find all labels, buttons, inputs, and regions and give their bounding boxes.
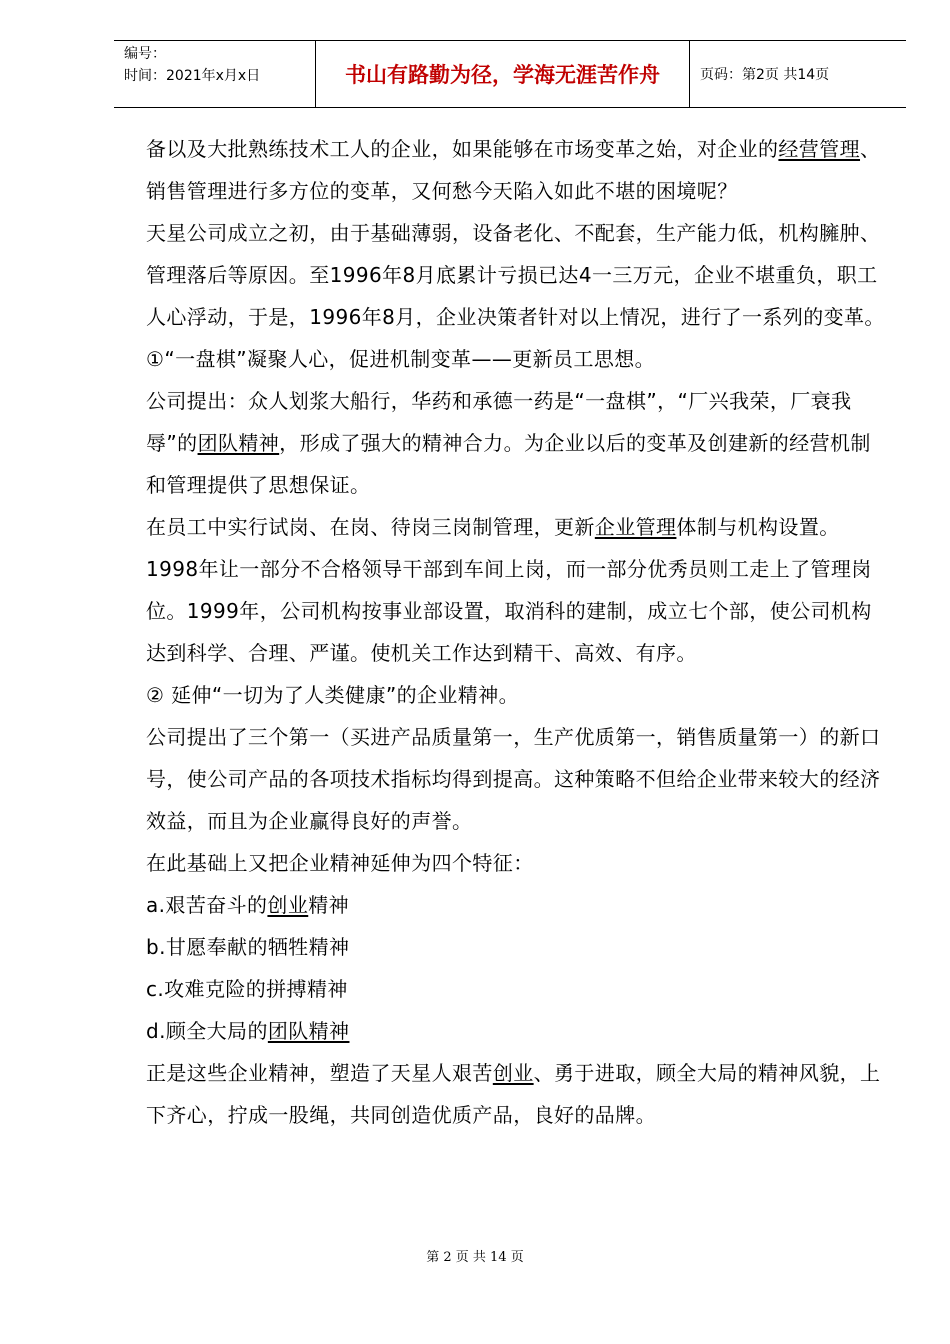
paragraph (146, 1010, 886, 1052)
paragraph (146, 506, 886, 674)
underlined-term: 创业 (492, 1061, 534, 1085)
paragraph (146, 884, 886, 926)
text-run: 精神 (308, 893, 350, 917)
underlined-term: 经营管理 (778, 137, 861, 161)
text-run: 、销售管理进行多方位的变革，又何愁今天陷入如此不堪的困境呢？ (146, 137, 881, 203)
underlined-term: 团队精神 (267, 1019, 350, 1043)
paragraph (146, 674, 886, 716)
document-body (146, 128, 886, 1136)
paragraph (146, 128, 886, 212)
text-run: 正是这些企业精神，塑造了天星人艰苦 (146, 1061, 493, 1085)
text-run: 天星公司成立之初，由于基础薄弱，设备老化、不配套，生产能力低，机构臃肿、管理落后等原因。至1996年8月底累计亏损已达4一三万元，企业不堪重负，职工人心浮动，于是，1996年8月，企业决策者针对以上情况，进行了一系列的变革。 (146, 221, 885, 329)
paragraph (146, 338, 886, 380)
text-run: b.甘愿奉献的牺牲精神 (146, 935, 350, 959)
paragraph (146, 716, 886, 842)
header-meta (114, 41, 316, 107)
text-run: ，形成了强大的精神合力。为企业以后的变革及创建新的经营机制和管理提供了思想保证。 (146, 431, 871, 497)
page-header (114, 40, 906, 108)
paragraph (146, 212, 886, 338)
text-run: ② 延伸“一切为了人类健康”的企业精神。 (146, 683, 520, 707)
paragraph (146, 1052, 886, 1136)
paragraph (146, 968, 886, 1010)
page-footer: 第 2 页 共 14 页 (426, 1250, 524, 1265)
text-run: 体制与机构设置。1998年让一部分不合格领导干部到车间上岗，而一部分优秀员则工走上了管理岗位。1999年，公司机构按事业部设置，取消科的建制，成立七个部，使公司机构达到科学、合理、严谨。使机关工作达到精干、高效、有序。 (146, 515, 872, 665)
underlined-term: 团队精神 (197, 431, 280, 455)
text-run: 、勇于进取，顾全大局的精神风貌，上下齐心，拧成一股绳，共同创造优质产品，良好的品牌。 (146, 1061, 881, 1127)
header-page-number: 页码：第2页 共14页 (700, 67, 830, 83)
text-run: 公司提出：众人划浆大船行，华药和承德一药是“一盘棋”，“厂兴我荣，厂衰我辱”的 (146, 389, 852, 455)
text-run: ①“一盘棋”凝聚人心，促进机制变革——更新员工思想。 (146, 347, 656, 371)
text-run: 公司提出了三个第一（买进产品质量第一，生产优质第一，销售质量第一）的新口号，使公司产品的各项技术指标均得到提高。这种策略不但给企业带来较大的经济效益，而且为企业赢得良好的声誉。 (146, 725, 881, 833)
number-label: 编号： (124, 46, 166, 62)
text-run: 在员工中实行试岗、在岗、待岗三岗制管理，更新 (146, 515, 595, 539)
underlined-term: 创业 (267, 893, 309, 917)
paragraph (146, 380, 886, 506)
underlined-term: 企业管理 (594, 515, 677, 539)
text-run: 在此基础上又把企业精神延伸为四个特征： (146, 851, 534, 875)
paragraph (146, 842, 886, 884)
text-run: 备以及大批熟练技术工人的企业，如果能够在市场变革之始，对企业的 (146, 137, 779, 161)
paragraph (146, 926, 886, 968)
text-run: a.艰苦奋斗的 (146, 893, 268, 917)
text-run: d.顾全大局的 (146, 1019, 268, 1043)
text-run: c.攻难克险的拼搏精神 (146, 977, 348, 1001)
time-label: 时间：2021年x月x日 (124, 68, 261, 84)
header-motto: 书山有路勤为径，学海无涯苦作舟 (316, 41, 690, 107)
